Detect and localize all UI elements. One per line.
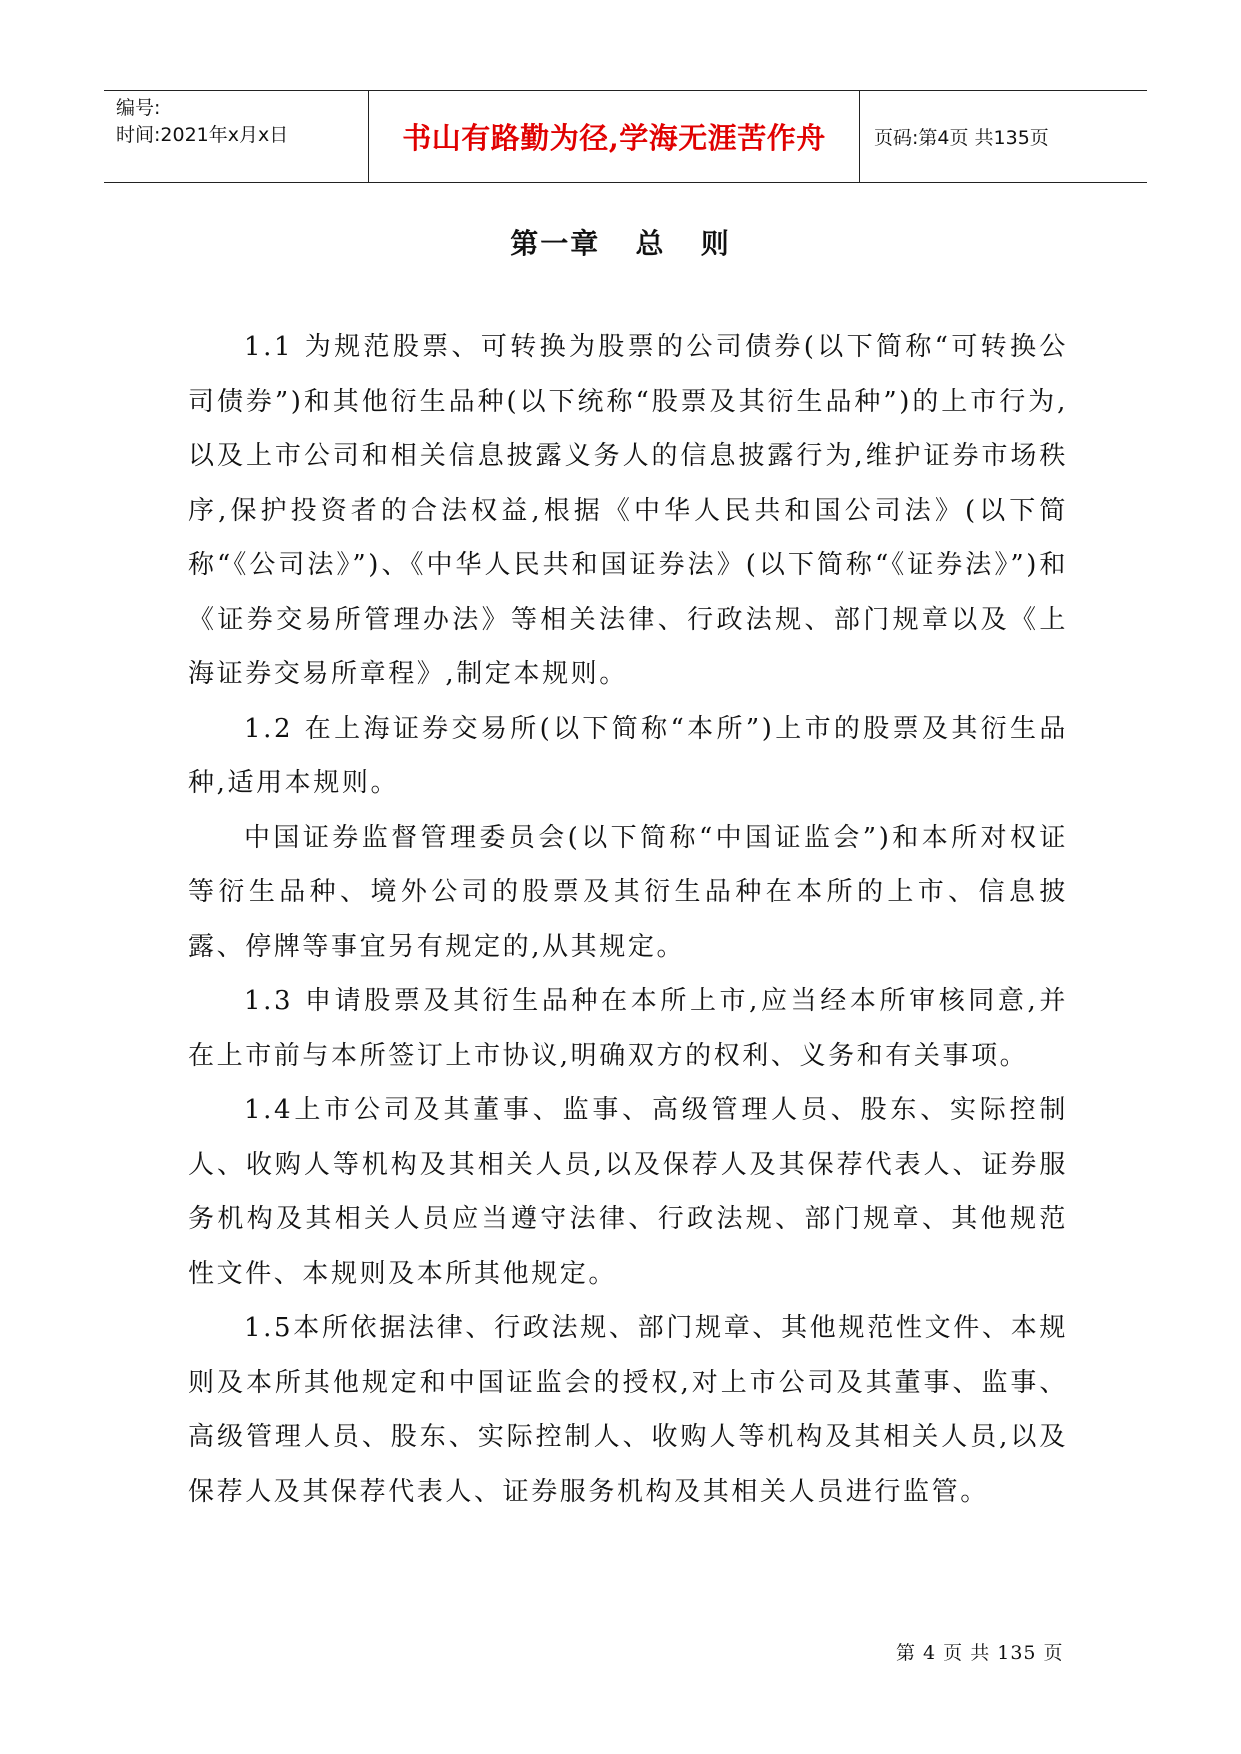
document-body (188, 320, 1068, 1519)
chapter-title: 第一章 总 则 (510, 227, 731, 260)
paragraph-1-2: 1.2 在上海证券交易所(以下简称“本所”)上市的股票及其衍生品种,适用本规则。 (188, 713, 1068, 798)
paragraph-1-1: 1.1 为规范股票、可转换为股票的公司债券(以下简称“可转换公司债券”)和其他衍生品种(以下统称“股票及其衍生品种”)的上市行为,以及上市公司和相关信息披露义务人的信息披露行为,维护证券市场秩序,保护投资者的合法权益,根据《中华人民共和国公司法》(以下简称“《公司法》”)、《中华人民共和国证券法》(以下简称“《证券法》”)和《证券交易所管理办法》等相关法律、行政法规、部门规章以及《上海证券交易所章程》,制定本规则。 (188, 332, 1068, 689)
paragraph-1-4: 1.4上市公司及其董事、监事、高级管理人员、股东、实际控制人、收购人等机构及其相关人员,以及保荐人及其保荐代表人、证券服务机构及其相关人员应当遵守法律、行政法规、部门规章、其他规范性文件、本规则及本所其他规定。 (188, 1095, 1068, 1289)
paragraph-1-5: 1.5本所依据法律、行政法规、部门规章、其他规范性文件、本规则及本所其他规定和中国证监会的授权,对上市公司及其董事、监事、高级管理人员、股东、实际控制人、收购人等机构及其相关人员,以及保荐人及其保荐代表人、证券服务机构及其相关人员进行监管。 (188, 1313, 1068, 1507)
paragraph-1-3: 1.3 申请股票及其衍生品种在本所上市,应当经本所审核同意,并在上市前与本所签订上市协议,明确双方的权利、义务和有关事项。 (188, 986, 1068, 1071)
paragraph-1-2-supplement: 中国证券监督管理委员会(以下简称“中国证监会”)和本所对权证等衍生品种、境外公司的股票及其衍生品种在本所的上市、信息披露、停牌等事宜另有规定的,从其规定。 (188, 822, 1068, 962)
motto-text: 书山有路勤为径,学海无涯苦作舟 (402, 121, 826, 155)
time-label: 时间:2021年x月x日 (116, 124, 289, 146)
header-meta-cell (104, 91, 369, 182)
header-page-cell (860, 91, 1147, 182)
serial-number-label: 编号: (116, 97, 161, 119)
header-motto-cell (369, 91, 860, 182)
document-header (104, 90, 1147, 183)
page-code: 页码:第4页 共135页 (874, 127, 1049, 149)
page-footer: 第 4 页 共 135 页 (896, 1642, 1064, 1664)
